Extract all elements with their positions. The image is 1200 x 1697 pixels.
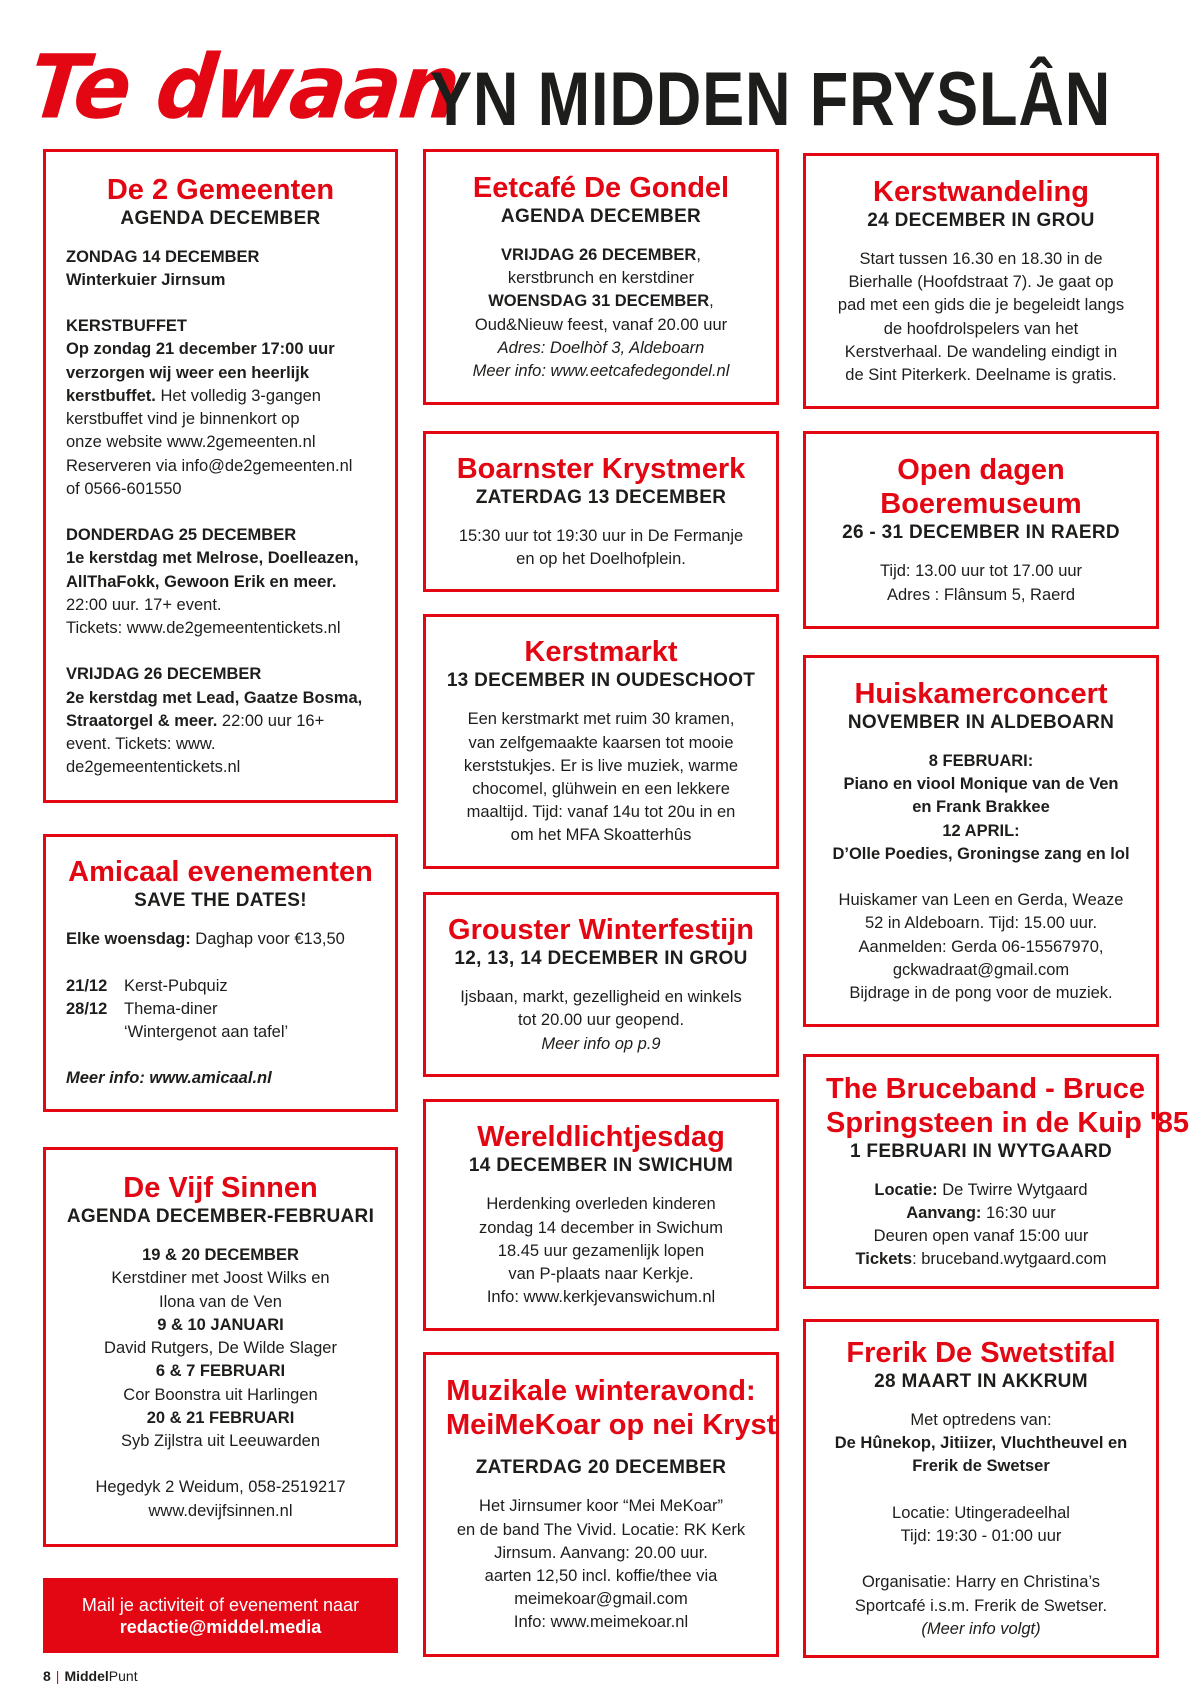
text-run: Bierhalle (Hoofdstraat 7). Je gaat op [848,273,1114,292]
text-line [66,594,375,617]
event-box [43,1147,398,1547]
text-line [66,478,375,501]
event-title: De Vijf Sinnen [123,1172,318,1205]
event-body [446,708,756,847]
text-line [826,796,1136,819]
text-line [446,1495,756,1518]
event-box [423,1352,779,1657]
text-run: 52 in Aldeboarn. Tijd: 15.00 uur. [864,914,1098,933]
event-body [446,525,756,571]
text-run: Het Jirnsumer koor “Mei MeKoar” [479,1497,723,1516]
text-line [66,710,375,733]
text-line [826,318,1136,341]
text-run: Meer info: www.eetcafedegondel.nl [472,361,730,380]
text-line [66,385,375,408]
text-line [66,1337,375,1360]
text-run: kerstbuffet vind je binnenkort op [66,410,300,429]
text-line [66,362,375,385]
text-line [66,547,375,570]
text-line [66,338,375,361]
text-line [66,1360,375,1383]
text-run: onze website www.2gemeenten.nl [66,433,316,452]
text-run: event. Tickets: www. [66,734,216,753]
text-run: Adres: Doelhòf 3, Aldeboarn [497,338,705,357]
text-run: 2e kerstdag met Lead, Gaatze Bosma, [66,688,363,707]
text-run: 19 & 20 DECEMBER [142,1246,299,1265]
text-run: Locatie: [874,1180,938,1199]
text-line [446,548,756,571]
text-run: 8 FEBRUARI: [928,751,1034,770]
text-line [446,244,756,267]
event-box [423,149,779,405]
text-line [446,986,756,1009]
event-subtitle: 1 FEBRUARI IN WYTGAARD [849,1140,1113,1162]
text-line [826,959,1136,982]
text-run: 18.45 uur gezamenlijk lopen [497,1241,705,1260]
text-line [446,778,756,801]
event-box [423,892,779,1077]
event-subtitle: AGENDA DECEMBER-FEBRUARI [66,1206,375,1228]
text-run: maaltijd. Tijd: vanaf 14u tot 20u in en [466,803,736,822]
event-subtitle: AGENDA DECEMBER [500,205,702,227]
text-run: gckwadraat@gmail.com [892,960,1070,979]
text-line [66,1430,375,1453]
text-line [446,1193,756,1216]
spacer [826,1479,1136,1502]
text-line [826,1455,1136,1478]
text-line [66,1244,375,1267]
text-run: Ijsbaan, markt, gezelligheid en winkels [460,988,742,1007]
spacer [826,1548,1136,1571]
text-line [66,1407,375,1430]
text-run: Aanvang: [906,1203,982,1222]
text-line [66,1267,375,1290]
text-run: D’Olle Poedies, Groningse zang en lol [832,844,1130,863]
text-run: de Sint Piterkerk. Deelname is gratis. [845,365,1117,384]
event-subtitle: 12, 13, 14 DECEMBER IN GROU [454,948,748,970]
event-subtitle: ZATERDAG 13 DECEMBER [475,486,727,508]
event-box [803,1319,1159,1658]
text-line [446,1217,756,1240]
event-body [826,750,1136,1005]
text-run: Ilona van de Ven [159,1292,282,1311]
text-run: 9 & 10 JANUARI [157,1315,284,1334]
text-run: 16:30 uur [986,1203,1056,1222]
event-subtitle: 13 DECEMBER IN OUDESCHOOT [446,670,756,692]
event-box [803,1054,1190,1289]
event-box [423,614,779,869]
text-run: kerstbrunch en kerstdiner [507,269,695,288]
text-run: www.devijfsinnen.nl [148,1501,293,1520]
text-run: kerstbuffet. [66,386,156,405]
event-title: Frerik De Swetstifal [846,1337,1116,1369]
text-line [446,337,756,360]
text-run: of 0566-601550 [66,479,182,498]
date-text: Kerst-Pubquiz [124,976,228,995]
event-body [446,244,756,383]
text-run: en de band The Vivid. Locatie: RK Kerk [456,1520,746,1539]
text-line [66,617,375,640]
text-line [66,1384,375,1407]
event-subtitle: SAVE THE DATES! [134,890,307,912]
text-run: Oud&Nieuw feest, vanaf 20.00 uur [474,315,728,334]
event-title: Kerstwandeling [873,175,1089,208]
text-line [66,246,375,269]
text-run: Tijd: 19:30 - 01:00 uur [900,1527,1062,1545]
text-line [446,1033,756,1056]
event-title: Boarnster Krystmerk [456,452,746,485]
date-label [66,1021,124,1044]
text-line [826,248,1136,271]
text-line [826,341,1136,364]
text-line [66,733,375,756]
header-script-title: Te dwaan [24,35,464,139]
text-line [826,271,1136,294]
event-box [43,834,398,1112]
text-run: Piano en viool Monique van de Ven [843,775,1119,794]
text-run: VRIJDAG 26 DECEMBER [66,665,262,684]
text-line [446,1565,756,1588]
text-run: : bruceband.wytgaard.com [912,1250,1107,1269]
event-body [826,1179,1136,1272]
submit-activity-banner [43,1578,398,1653]
event-body [446,986,756,1056]
event-box [423,431,779,592]
text-line [826,1409,1136,1432]
text-run: aarten 12,50 incl. koffie/thee via [484,1567,718,1585]
text-run: David Rutgers, De Wilde Slager [104,1339,337,1358]
text-line [446,1286,756,1309]
header-main-title: YN MIDDEN FRYSLÂN [430,57,1112,142]
text-line [826,294,1136,317]
text-line [66,1314,375,1337]
text-run: Met optredens van: [910,1411,1052,1429]
text-line [446,801,756,824]
text-line [66,408,375,431]
date-row [66,998,375,1021]
text-run: 12 APRIL: [942,821,1020,840]
text-line [66,1067,375,1090]
text-line [446,732,756,755]
date-row [66,1021,375,1044]
text-line [446,1588,756,1611]
text-line [446,824,756,847]
event-title: Muzikale winteravond: [446,1375,756,1408]
text-line [446,267,756,290]
spacer [66,501,375,524]
text-run: Syb Zijlstra uit Leeuwarden [120,1431,320,1450]
text-line [826,1202,1136,1225]
text-run: de hoofdrolspelers van het [883,319,1079,338]
event-subtitle: 26 - 31 DECEMBER IN RAERD [842,522,1120,544]
text-line [446,755,756,778]
event-box [803,153,1159,409]
text-run: van zelfgemaakte kaarsen tot mooie [468,733,734,752]
text-run: Huiskamer van Leen en Gerda, Weaze [838,891,1124,910]
text-line [826,820,1136,843]
text-run: Cor Boonstra uit Harlingen [123,1385,318,1404]
text-run: Tickets [855,1250,913,1269]
date-label: 21/12 [66,976,108,995]
spacer [66,952,375,975]
text-line [66,928,375,951]
event-box [423,1099,779,1331]
text-line [826,982,1136,1005]
text-line [826,750,1136,773]
text-run: Hegedyk 2 Weidum, 058-2519217 [95,1478,346,1497]
event-subtitle: 28 MAART IN AKKRUM [874,1371,1088,1392]
text-run: Het volledig 3-gangen [160,386,321,405]
text-run: Start tussen 16.30 en 18.30 in de [859,249,1103,268]
text-line [826,1618,1136,1641]
text-run: (Meer info volgt) [921,1619,1041,1638]
text-line [826,1248,1136,1271]
text-line [66,1476,375,1499]
text-run: Straatorgel & meer. [66,711,218,730]
text-run: kerststukjes. Er is live muziek, warme [463,756,739,775]
text-run: de2gemeententickets.nl [66,758,241,777]
text-run: Elke woensdag: [66,930,191,949]
event-subtitle: 14 DECEMBER IN SWICHUM [468,1155,734,1177]
text-run: KERSTBUFFET [66,317,187,336]
text-run: om het MFA Skoatterhûs [510,826,692,845]
event-body [66,246,375,780]
text-run: Adres : Flânsum 5, Raerd [887,585,1075,604]
text-line [826,1525,1136,1548]
event-title: Kerstmarkt [524,636,678,669]
event-title: Eetcafé De Gondel [472,171,730,204]
event-body [826,560,1136,606]
text-run: 6 & 7 FEBRUARI [155,1362,286,1381]
text-run: AllThaFokk, Gewoon Erik en meer. [66,572,337,591]
text-run: , [709,292,714,311]
event-body [66,1244,375,1522]
text-line [826,1595,1136,1618]
text-run: Meer info: www.amicaal.nl [66,1069,272,1088]
spacer [826,866,1136,889]
event-subtitle: ZATERDAG 20 DECEMBER [475,1457,727,1479]
text-line [446,314,756,337]
page-number: 8 [43,1668,51,1684]
text-line [446,1263,756,1286]
text-run: meimekoar@gmail.com [514,1590,688,1609]
text-run: Aanmelden: Gerda 06-15567970, [858,937,1104,956]
text-run: De Hûnekop, Jitiizer, Vluchtheuvel en [834,1434,1128,1453]
text-run: DONDERDAG 25 DECEMBER [66,526,297,545]
text-run: Tijd: 13.00 uur tot 17.00 uur [879,562,1083,581]
text-line [826,889,1136,912]
text-run: 22:00 uur. 17+ event. [66,595,222,614]
text-run: 22:00 uur 16+ [221,711,325,730]
text-run: Meer info op p.9 [541,1034,661,1053]
text-line [826,1571,1136,1594]
page-footer [43,1668,138,1684]
text-line [446,525,756,548]
event-body [66,928,375,1090]
text-run: Jirnsum. Aanvang: 20.00 uur. [494,1543,708,1562]
cta-text: Mail je activiteit of evenement naar [81,1594,360,1615]
text-run: Op zondag 21 december 17:00 uur [66,340,335,359]
text-line [826,773,1136,796]
text-run: Info: www.kerkjevanswichum.nl [486,1288,716,1307]
event-box [803,655,1159,1027]
text-line [66,687,375,710]
text-run: Sportcafé i.s.m. Frerik de Swetser. [854,1596,1108,1615]
text-line [66,524,375,547]
brand-bold: Middel [64,1668,109,1684]
text-run: WOENSDAG 31 DECEMBER [488,292,710,311]
text-line [66,455,375,478]
text-line [826,364,1136,387]
text-line [826,1432,1136,1455]
event-title: Springsteen in de Kuip '85 [826,1106,1190,1139]
text-line [826,912,1136,935]
date-label: 28/12 [66,999,108,1018]
text-run: VRIJDAG 26 DECEMBER [501,245,697,264]
spacer [66,640,375,663]
text-line [66,663,375,686]
event-subtitle: 24 DECEMBER IN GROU [867,209,1095,231]
text-run: Organisatie: Harry en Christina’s [861,1573,1101,1592]
text-line [826,584,1136,607]
text-run: Een kerstmarkt met ruim 30 kramen, [467,710,735,729]
event-body [826,248,1136,387]
text-line [446,290,756,313]
text-run: Locatie: Utingeradeelhal [892,1503,1070,1522]
date-row [66,975,375,998]
text-run: Info: www.meimekoar.nl [513,1613,689,1632]
text-run: Kerstverhaal. De wandeling eindigt in [844,342,1118,361]
text-line [826,1225,1136,1248]
text-run: 15:30 uur tot 19:30 uur in De Fermanje [458,526,744,545]
text-line [446,1240,756,1263]
date-text: Thema-diner [124,999,218,1018]
text-line [66,315,375,338]
text-run: en Frank Brakkee [912,798,1050,817]
text-run: Tickets: www.de2gemeententickets.nl [66,618,341,637]
spacer [66,1044,375,1067]
event-title: The Bruceband - Bruce [826,1072,1146,1105]
cta-email-link[interactable]: redactie@middel.media [119,1616,322,1637]
event-subtitle: AGENDA DECEMBER [120,207,321,229]
brand-light: Punt [108,1668,138,1684]
text-line [826,1502,1136,1525]
text-run: , [696,245,701,264]
text-line [66,571,375,594]
text-run: 1e kerstdag met Melrose, Doelleazen, [66,549,359,568]
text-line [446,1611,756,1634]
event-title: Grouster Winterfestijn [448,914,754,947]
text-line [826,560,1136,583]
text-run: ZONDAG 14 DECEMBER [66,247,260,266]
text-line [66,269,375,292]
spacer [66,292,375,315]
text-run: pad met een gids die je begeleidt langs [837,296,1125,315]
text-line [66,431,375,454]
date-text: ‘Wintergenot aan tafel’ [124,1023,289,1042]
text-run: 20 & 21 FEBRUARI [146,1408,295,1427]
text-run: Deuren open vanaf 15:00 uur [873,1227,1089,1245]
event-title: Huiskamerconcert [854,677,1108,710]
event-title: Wereldlichtjesdag [477,1121,725,1154]
spacer [66,1453,375,1476]
event-subtitle: NOVEMBER IN ALDEBOARN [847,711,1115,733]
text-line [66,1500,375,1523]
text-line [446,1542,756,1565]
event-body [446,1193,756,1309]
event-box [803,431,1159,629]
text-line [826,1179,1136,1202]
text-run: Kerstdiner met Joost Wilks en [111,1269,330,1288]
text-run: Daghap voor €13,50 [195,930,345,949]
event-title: MeiMeKoar op nei Kryst [446,1409,777,1442]
event-title: Amicaal evenementen [68,856,373,889]
text-run: zondag 14 december in Swichum [479,1218,723,1237]
text-line [66,1291,375,1314]
event-title: Open dagen [897,454,1065,487]
text-line [446,1009,756,1032]
text-run: Reserveren via info@de2gemeenten.nl [66,456,353,475]
event-body [826,1409,1136,1641]
text-line [446,360,756,383]
text-run: verzorgen wij weer een heerlijk [66,363,310,382]
text-run: De Twirre Wytgaard [942,1180,1088,1199]
text-run: Winterkuier Jirnsum [66,270,226,289]
text-line [446,708,756,731]
spacer [446,1442,756,1456]
text-run: Herdenking overleden kinderen [486,1195,716,1214]
text-run: Bijdrage in de pong voor de muziek. [849,983,1113,1002]
text-run: Frerik de Swetser [912,1457,1050,1476]
text-line [826,843,1136,866]
text-line [826,936,1136,959]
text-run: en op het Doelhofplein. [516,550,686,568]
footer-divider: | [55,1668,60,1684]
event-title: De 2 Gemeenten [106,173,335,206]
text-line [66,756,375,779]
text-line [446,1519,756,1542]
text-run: chocomel, glühwein en een lekkere [472,780,730,798]
event-title: Boeremuseum [880,488,1082,521]
text-run: tot 20.00 uur geopend. [517,1011,685,1030]
text-run: van P-plaats naar Kerkje. [508,1265,694,1284]
event-body [446,1495,756,1634]
event-box [43,149,398,803]
